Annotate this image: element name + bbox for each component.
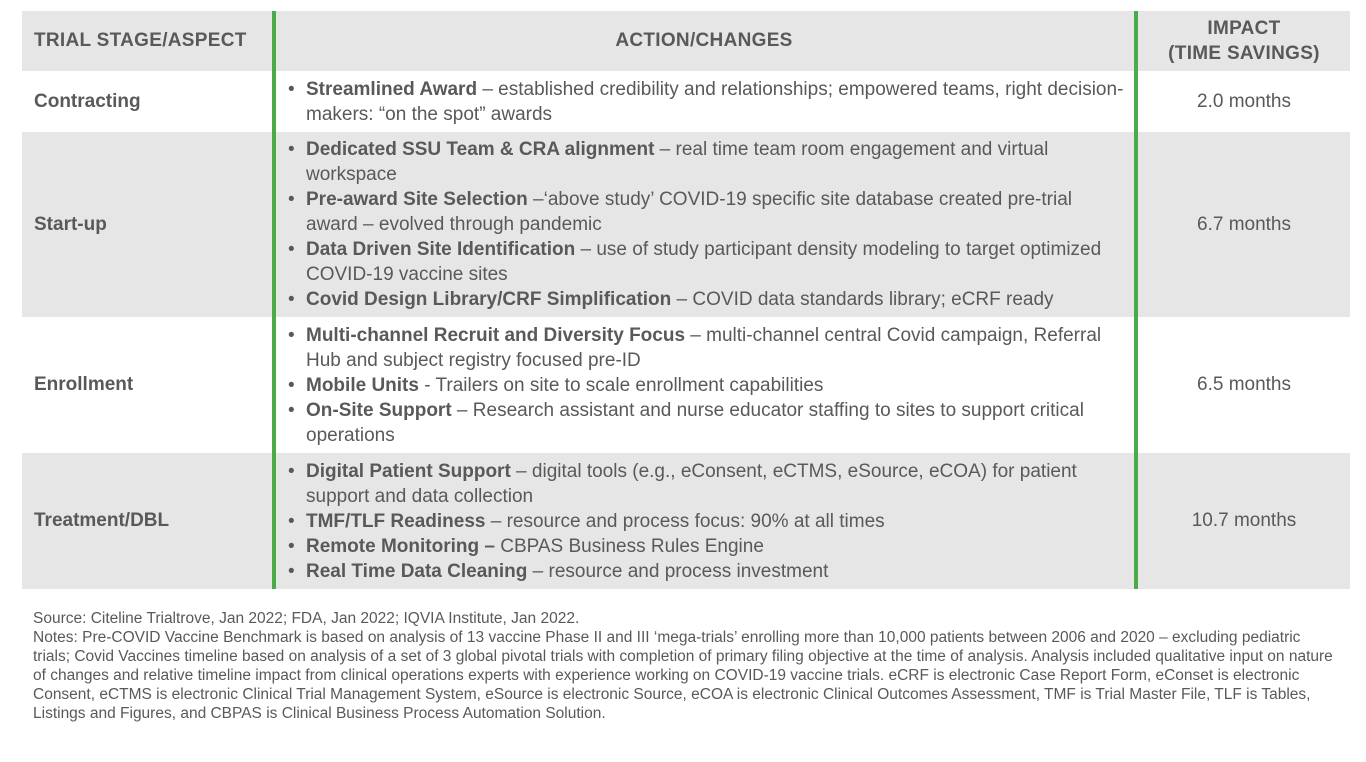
action-list: [284, 459, 1124, 584]
actions-cell: [272, 317, 1138, 453]
header-impact-line2: (TIME SAVINGS): [1168, 43, 1320, 64]
impact-cell: 10.7 months: [1191, 510, 1297, 531]
stage-cell: Enrollment: [34, 374, 134, 395]
list-item: • TMF/TLF Readiness – resource and process focus: 90% at all times: [284, 509, 1124, 534]
notes-text: Notes: Pre-COVID Vaccine Benchmark is based on analysis of 13 vaccine Phase II and III ‘mega-trials’ enrolling more than 10,000 patients between 2006 and 2020 – excluding pediatric trials; Covid Vaccines timeline based on analysis of a set of 3 global pivotal trials with completion of primary filing objective at the time of analysis. Analysis included qualitative input on nature of changes and relative timeline impact from clinical operations experts with experience working on COVID-19 vaccine trials. eCRF is electronic Case Report Form, eConset is electronic Consent, eCTMS is electronic Clinical Trial Management System, eSource is electronic Source, eCOA is electronic Clinical Outcomes Assessment, TMF is Trial Master File, TLF is Tables, Listings and Figures, and CBPAS is Clinical Business Process Automation Solution.: [33, 629, 1333, 722]
list-item: • On-Site Support – Research assistant and nurse educator staffing to sites to support critical operations: [284, 398, 1124, 448]
footnotes: [33, 609, 1333, 723]
impact-table: [22, 11, 1350, 589]
impact-cell: 2.0 months: [1197, 90, 1291, 112]
action-list: [284, 323, 1124, 448]
list-item: • Multi-channel Recruit and Diversity Focus – multi-channel central Covid campaign, Referral Hub and subject registry focused pre-ID: [284, 323, 1124, 373]
table-header: [22, 11, 1350, 71]
stage-cell: Start-up: [34, 213, 107, 235]
action-list: [284, 77, 1124, 127]
actions-cell: [272, 132, 1138, 317]
stage-cell: Contracting: [34, 90, 141, 112]
list-item: • Streamlined Award – established credibility and relationships; empowered teams, right decision-makers: “on the spot” awards: [284, 77, 1124, 127]
list-item: • Pre-award Site Selection –‘above study’ COVID-19 specific site database created pre-trial award – evolved through pandemic: [284, 187, 1124, 237]
table-row: [22, 71, 1350, 132]
list-item: • Covid Design Library/CRF Simplification – COVID data standards library; eCRF ready: [284, 287, 1124, 312]
header-stage: TRIAL STAGE/ASPECT: [34, 30, 247, 51]
actions-cell: [272, 453, 1138, 589]
list-item: • Digital Patient Support – digital tools (e.g., eConsent, eCTMS, eSource, eCOA) for patient support and data collection: [284, 459, 1124, 509]
stage-cell: Treatment/DBL: [34, 510, 170, 531]
impact-cell: 6.5 months: [1197, 374, 1291, 395]
list-item: • Remote Monitoring – CBPAS Business Rules Engine: [284, 534, 1124, 559]
action-list: [284, 137, 1124, 312]
impact-cell: 6.7 months: [1197, 213, 1291, 235]
list-item: • Real Time Data Cleaning – resource and process investment: [284, 559, 1124, 584]
table-row: [22, 317, 1350, 453]
list-item: • Dedicated SSU Team & CRA alignment – real time team room engagement and virtual workspace: [284, 137, 1124, 187]
source-note: Source: Citeline Trialtrove, Jan 2022; FDA, Jan 2022; IQVIA Institute, Jan 2022.: [33, 610, 580, 627]
header-impact-line1: IMPACT: [1207, 18, 1281, 39]
table-row: [22, 453, 1350, 589]
header-impact: [1138, 11, 1350, 71]
table-row: [22, 132, 1350, 317]
list-item: • Mobile Units - Trailers on site to scale enrollment capabilities: [284, 373, 1124, 398]
header-actions: ACTION/CHANGES: [272, 11, 1138, 71]
actions-cell: [272, 71, 1138, 132]
list-item: • Data Driven Site Identification – use of study participant density modeling to target optimized COVID-19 vaccine sites: [284, 237, 1124, 287]
